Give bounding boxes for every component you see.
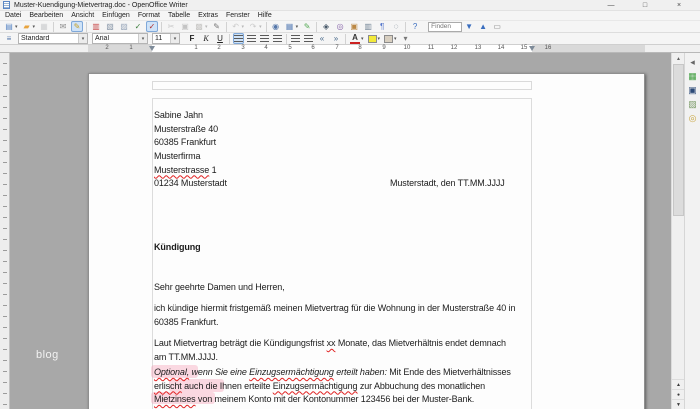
- font-name-value: Arial: [95, 35, 110, 42]
- previous-page-button[interactable]: ▲: [672, 379, 685, 389]
- dropdown-arrow-icon[interactable]: ▾: [394, 35, 397, 42]
- right-indent-marker[interactable]: [529, 46, 535, 51]
- font-color-button[interactable]: [349, 33, 365, 44]
- italic-button[interactable]: [200, 33, 212, 44]
- underline-button-icon: U: [217, 33, 223, 43]
- chevron-down-icon[interactable]: ▾: [78, 34, 87, 43]
- email-document-button[interactable]: [57, 21, 69, 32]
- text-segment: 60385 Frankfurt: [154, 137, 217, 147]
- background-color-button[interactable]: [383, 33, 398, 44]
- formatting-buttons: [185, 33, 413, 44]
- close-button[interactable]: ×: [676, 2, 682, 9]
- ruler-left-margin: [88, 45, 152, 52]
- data-sources-button[interactable]: [362, 21, 374, 32]
- nonprinting-characters-button[interactable]: [376, 21, 388, 32]
- sidebar-settings-button[interactable]: [687, 56, 699, 68]
- redo-button[interactable]: [247, 21, 263, 32]
- toolbar-overflow-button-icon: ▾: [403, 33, 408, 43]
- ruler-number: 2: [105, 45, 109, 51]
- undo-button-icon: ↶: [232, 21, 239, 31]
- title-bar: [0, 0, 700, 11]
- page-preview-button-icon: ▨: [120, 21, 128, 31]
- numbered-list-button-icon: [291, 35, 300, 43]
- text-line: [154, 316, 515, 330]
- increase-indent-button[interactable]: [330, 33, 342, 44]
- new-document-button-icon: ▤: [5, 21, 13, 31]
- data-sources-button-icon: ▥: [364, 21, 372, 31]
- misspelled-text: Optional,: [154, 367, 190, 377]
- text-segment: Mit Ende des Mietverhältnisses: [386, 367, 511, 377]
- ruler-number: 11: [427, 45, 435, 51]
- dropdown-arrow-icon[interactable]: ▾: [32, 23, 36, 30]
- scrollbar-thumb[interactable]: [673, 64, 684, 216]
- background-color-button-icon: [384, 35, 393, 43]
- text-line: [154, 281, 285, 295]
- paste-button[interactable]: [193, 21, 209, 32]
- justify-button[interactable]: [272, 33, 283, 44]
- ruler-number: 10: [403, 45, 411, 51]
- left-indent-marker[interactable]: [149, 46, 155, 51]
- ruler-number: 3: [241, 45, 245, 51]
- window-title: Muster-Kuendigung-Mietvertrag.doc - OpenOffice Writer: [14, 1, 188, 9]
- sender-address: [154, 109, 218, 150]
- align-right-button-icon: [260, 35, 269, 43]
- formatting-toolbar: [0, 32, 700, 45]
- spellcheck-button[interactable]: [132, 21, 144, 32]
- find-and-replace-button[interactable]: [491, 21, 503, 32]
- zoom-button-icon: ◌: [393, 21, 399, 31]
- find-input[interactable]: [428, 22, 462, 32]
- help-button[interactable]: [409, 21, 421, 32]
- ruler-number: 8: [358, 45, 362, 51]
- chevron-down-icon[interactable]: ▾: [170, 34, 179, 43]
- ruler-number: 2: [217, 45, 221, 51]
- menu-item-datei[interactable]: Datei: [5, 12, 22, 19]
- align-center-button-icon: [247, 35, 256, 43]
- standard-toolbar: [0, 20, 700, 32]
- underline-button[interactable]: [214, 33, 226, 44]
- ruler-number: 1: [194, 45, 198, 51]
- text-segment: 1: [209, 164, 217, 175]
- insert-table-button[interactable]: [284, 21, 300, 32]
- auto-spellcheck-button-icon: ✓: [148, 21, 156, 31]
- dropdown-arrow-icon[interactable]: ▾: [295, 23, 299, 30]
- text-line: [154, 393, 511, 407]
- ruler-number: 15: [520, 45, 528, 51]
- misspelled-text: Musterstrasse: [154, 164, 210, 175]
- page-preview-button[interactable]: [118, 21, 130, 32]
- toolbar-separator: [345, 34, 346, 44]
- sidebar-tab-styles-icon: ▣: [688, 85, 697, 95]
- salutation: [154, 281, 285, 295]
- recipient-address: [154, 150, 227, 191]
- toolbar-separator: [53, 22, 54, 32]
- zoom-button[interactable]: [390, 21, 402, 32]
- undo-button[interactable]: [230, 21, 246, 32]
- format-paintbrush-button[interactable]: [211, 21, 223, 32]
- find-buttons: [462, 21, 504, 32]
- text-line: [154, 164, 227, 178]
- highlighting-button-icon: [368, 35, 377, 43]
- ruler-number: 5: [288, 45, 292, 51]
- text-segment: Kündigung: [154, 242, 201, 252]
- draw-functions-button[interactable]: [301, 21, 313, 32]
- styles-window-icon: ≡: [6, 33, 12, 43]
- text-segment: 01234 Musterstadt: [154, 178, 227, 188]
- sidebar-tab-bar: [684, 53, 700, 409]
- copy-button-icon: ▣: [181, 21, 189, 31]
- menu-bar: [0, 11, 700, 20]
- font-color-button-icon: A: [350, 34, 360, 44]
- email-document-button-icon: ✉: [59, 21, 67, 31]
- menu-item-hilfe[interactable]: Hilfe: [257, 12, 272, 19]
- copy-button[interactable]: [179, 21, 191, 32]
- text-segment: Musterstraße 40: [154, 123, 219, 134]
- text-line: [154, 150, 227, 164]
- find-replace-button[interactable]: [320, 21, 332, 32]
- text-line: [154, 123, 218, 137]
- highlighting-button[interactable]: [367, 33, 382, 44]
- dropdown-arrow-icon[interactable]: ▾: [15, 23, 18, 30]
- menu-item-bearbeiten[interactable]: Bearbeiten: [29, 12, 64, 19]
- window-controls: [594, 0, 696, 11]
- bullet-list-button-icon: [304, 35, 313, 43]
- dropdown-arrow-icon[interactable]: ▾: [205, 23, 208, 30]
- find-previous-button-icon: ▲: [479, 21, 488, 31]
- ruler-number: 4: [264, 45, 268, 51]
- export-pdf-button[interactable]: [90, 21, 102, 32]
- text-segment: Monate, das Mietverhältnis endet demnach: [335, 338, 506, 348]
- text-line: [390, 177, 505, 191]
- cut-button[interactable]: [165, 21, 177, 32]
- text-segment: 60385 Frankfurt.: [154, 316, 219, 327]
- hyperlink-button[interactable]: [270, 21, 282, 32]
- toolbar-overflow-button[interactable]: [400, 33, 412, 44]
- align-left-button-icon: [234, 35, 243, 43]
- export-pdf-button-icon: ▥: [92, 21, 100, 31]
- toolbar-separator: [286, 34, 287, 44]
- ruler-number: 16: [544, 45, 552, 51]
- text-segment: auch die Ihnen erteilte: [181, 380, 273, 391]
- paragraph-style-value: Standard: [21, 35, 50, 42]
- font-size-value: 11: [155, 35, 163, 42]
- text-segment: zur Abbuchung des monatlichen: [357, 380, 486, 391]
- print-button-icon: ▧: [106, 21, 114, 31]
- sidebar-tab-properties-icon: ▦: [688, 71, 697, 81]
- subject-line: [154, 241, 201, 255]
- sidebar-tab-styles[interactable]: [687, 84, 699, 96]
- toolbar-separator: [229, 34, 230, 44]
- text-segment: am TT.MM.JJJJ.: [154, 351, 218, 362]
- auto-spellcheck-button[interactable]: [146, 21, 158, 32]
- decrease-indent-button-icon: «: [319, 33, 325, 43]
- gallery-button-icon: ▣: [350, 21, 358, 31]
- decrease-indent-button[interactable]: [316, 33, 328, 44]
- bold-button-icon: F: [189, 33, 195, 43]
- minimize-button[interactable]: —: [607, 2, 615, 9]
- paragraph-style-select[interactable]: [18, 33, 88, 44]
- sidebar-tab-gallery-icon: ▨: [688, 99, 697, 109]
- ruler-number: 12: [450, 45, 458, 51]
- next-page-button[interactable]: ▼: [672, 399, 685, 409]
- menu-item-tabelle[interactable]: Tabelle: [167, 12, 191, 19]
- ruler-number: 14: [497, 45, 505, 51]
- navigator-button[interactable]: [334, 21, 346, 32]
- dropdown-arrow-icon[interactable]: ▾: [377, 35, 381, 42]
- font-name-select[interactable]: [92, 33, 148, 44]
- text-segment: von meinem Konto mit der Kontonummer 123456 bei der Muster-Bank.: [195, 394, 475, 404]
- toolbar-separator: [86, 22, 87, 32]
- misspelled-text: Einzugsermächtigung: [272, 380, 358, 391]
- document-page[interactable]: [88, 73, 645, 409]
- misspelled-text: erlischt: [154, 380, 182, 391]
- writer-app-icon: [3, 1, 10, 9]
- find-and-replace-button-icon: ▭: [493, 21, 501, 31]
- align-left-button[interactable]: [233, 33, 244, 44]
- document-workspace: [0, 53, 700, 409]
- text-segment: Musterstadt, den TT.MM.JJJJ: [390, 178, 505, 188]
- text-line: [154, 351, 506, 365]
- text-segment: Musterfirma: [154, 151, 201, 161]
- date-line: [390, 177, 505, 191]
- text-line: [154, 337, 506, 351]
- sidebar-tab-properties[interactable]: [687, 70, 699, 82]
- align-center-button[interactable]: [246, 33, 257, 44]
- save-button[interactable]: [38, 21, 50, 32]
- standard-toolbar-icons: [2, 21, 422, 32]
- sidebar-tab-navigator[interactable]: [687, 112, 699, 124]
- scroll-up-button[interactable]: ▲: [676, 55, 681, 62]
- dropdown-arrow-icon[interactable]: ▾: [361, 35, 364, 42]
- edit-file-button[interactable]: [71, 21, 83, 32]
- navigator-button-icon: ◎: [336, 21, 344, 31]
- redo-button-icon: ↷: [249, 21, 257, 31]
- format-paintbrush-button-icon: ✎: [213, 21, 220, 31]
- sidebar-tab-navigator-icon: ◎: [688, 113, 697, 123]
- menu-item-einf-gen[interactable]: Einfügen: [102, 12, 130, 19]
- misspelled-text: Mietzinses: [154, 394, 196, 404]
- toolbar-separator: [316, 22, 317, 32]
- ruler-number: 13: [474, 45, 482, 51]
- header-frame: [152, 81, 532, 90]
- text-segment: ich kündige hiermit fristgemäß meinen Mietvertrag für die Wohnung in der Musterstraße 40 in: [154, 303, 516, 313]
- vertical-ruler[interactable]: [0, 53, 10, 409]
- text-segment: Laut Mietvertrag beträgt die Kündigungsfrist: [154, 338, 327, 348]
- text-segment: Sehr geehrte Damen und Herren,: [154, 282, 285, 292]
- help-button-icon: ?: [412, 21, 418, 31]
- text-line: [154, 366, 511, 380]
- styles-window-button[interactable]: [3, 33, 15, 44]
- misspelled-text: xx: [326, 338, 336, 348]
- menu-item-extras[interactable]: Extras: [198, 12, 219, 19]
- body-paragraph-3: [154, 366, 511, 407]
- increase-indent-button-icon: »: [333, 33, 339, 43]
- align-right-button[interactable]: [259, 33, 270, 44]
- open-file-button[interactable]: [21, 21, 37, 32]
- save-button-icon: ▦: [40, 21, 48, 31]
- toolbar-separator: [161, 22, 162, 32]
- menu-item-fenster[interactable]: Fenster: [226, 12, 250, 19]
- spellcheck-button-icon: ✓: [134, 21, 142, 31]
- dropdown-arrow-icon[interactable]: ▾: [241, 23, 245, 30]
- sidebar-settings-button-icon: ◂: [690, 57, 695, 67]
- dropdown-arrow-icon[interactable]: ▾: [259, 23, 262, 30]
- justify-button-icon: [273, 35, 282, 43]
- find-replace-button-icon: ◈: [323, 21, 330, 31]
- menu-item-format[interactable]: Format: [137, 12, 160, 19]
- open-file-button-icon: ▰: [23, 21, 30, 31]
- text-line: [154, 241, 201, 255]
- text-line: [154, 302, 515, 316]
- find-next-button[interactable]: [463, 21, 475, 32]
- italic-button-icon: K: [203, 33, 209, 43]
- numbered-list-button[interactable]: [290, 33, 301, 44]
- text-line: [154, 136, 218, 150]
- text-segment: wenn Sie eine: [189, 367, 250, 377]
- toolbar-separator: [266, 22, 267, 32]
- text-line: [154, 380, 511, 394]
- hyperlink-button-icon: ◉: [272, 21, 280, 31]
- body-paragraph-2: [154, 337, 506, 364]
- ruler-number: 1: [129, 45, 133, 51]
- chevron-down-icon[interactable]: ▾: [138, 34, 147, 43]
- menu-item-ansicht[interactable]: Ansicht: [71, 12, 95, 19]
- blog-watermark: blog: [36, 349, 59, 361]
- vertical-scrollbar[interactable]: [671, 53, 684, 409]
- draw-functions-button-icon: ✎: [303, 21, 311, 31]
- misspelled-text: Einzugsermächtigung: [249, 367, 334, 377]
- ruler-number: 9: [382, 45, 386, 51]
- find-next-button-icon: ▼: [465, 21, 474, 31]
- text-line: [154, 177, 227, 191]
- text-line: [154, 109, 218, 123]
- cut-button-icon: ✂: [167, 21, 175, 31]
- print-button[interactable]: [104, 21, 116, 32]
- maximize-button[interactable]: □: [642, 2, 648, 9]
- find-previous-button[interactable]: [477, 21, 489, 32]
- gallery-button[interactable]: [348, 21, 360, 32]
- bold-button[interactable]: [186, 33, 198, 44]
- horizontal-ruler[interactable]: [0, 45, 700, 53]
- body-paragraph-1: [154, 302, 515, 329]
- text-segment: Sabine Jahn: [154, 110, 203, 120]
- edit-file-button-icon: ✎: [73, 21, 81, 31]
- toolbar-separator: [405, 22, 406, 32]
- insert-table-button-icon: ▦: [285, 21, 294, 31]
- ruler-number: 6: [311, 45, 315, 51]
- text-segment: erteilt haben:: [333, 367, 387, 377]
- new-document-button[interactable]: [3, 21, 19, 32]
- navigation-button[interactable]: ●: [672, 389, 685, 399]
- ruler-number: 7: [335, 45, 339, 51]
- toolbar-separator: [226, 22, 227, 32]
- bullet-list-button[interactable]: [303, 33, 314, 44]
- font-size-select[interactable]: [152, 33, 180, 44]
- nonprinting-characters-button-icon: ¶: [379, 21, 385, 31]
- paste-button-icon: ▩: [195, 21, 203, 31]
- sidebar-tab-gallery[interactable]: [687, 98, 699, 110]
